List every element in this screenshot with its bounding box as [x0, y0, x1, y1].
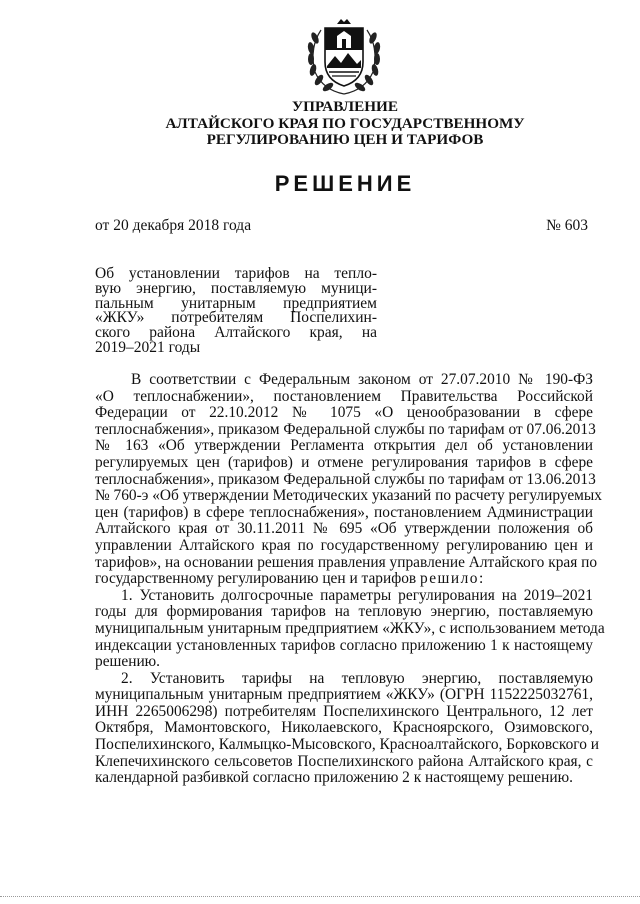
decision-body [95, 371, 605, 787]
subject-line: вую энергию, поставляемую муници- [95, 279, 377, 297]
body-line: 2. Установить тарифы на тепловую энергию, поставляемую [121, 669, 593, 687]
decision-date: от 20 декабря 2018 года [95, 217, 252, 234]
subject-line: «ЖКУ» потребителям Поспелихин- [95, 309, 377, 327]
body-line: управлении Алтайского края по государственному регулированию цен и [95, 536, 593, 554]
body-line: ИНН 2265006298) потребителям Поспелихинского Центрального, 12 лет [95, 702, 593, 720]
body-line: № 163 «Об утверждении Регламента открытия дел об установлении [95, 437, 593, 455]
subject-line: Об установлении тарифов на тепло- [95, 265, 377, 282]
document-title: РЕШЕНИЕ [274, 171, 416, 196]
subject-line: ского района Алтайского края, на [95, 324, 377, 342]
body-line: годы для формирования тарифов на тепловую энергию, поставляемую [95, 603, 593, 621]
body-line: Федерации от 22.10.2012 № 1075 «О ценообразовании в сфере [95, 404, 593, 422]
body-line [95, 571, 593, 588]
resolved-word: решило: [420, 570, 485, 588]
authority-line-3: РЕГУЛИРОВАНИЮ ЦЕН И ТАРИФОВ [206, 131, 484, 148]
body-line: муниципальным унитарным предприятием «ЖКУ» (ОГРН 1152225032761, [95, 686, 593, 704]
body-line: «О теплоснабжении», постановлением Правительства Российской [95, 387, 593, 405]
issuing-authority [100, 99, 590, 149]
body-line: регулируемых цен (тарифов) и отмене регулирования тарифов в сфере [95, 453, 593, 471]
authority-line-1: УПРАВЛЕНИЕ [291, 98, 398, 115]
body-line: теплоснабжения», приказом Федеральной службы по тарифам от 13.06.2013 [95, 470, 596, 488]
coat-of-arms-icon [301, 16, 387, 98]
body-line: цен (тарифов) в сфере теплоснабжения», постановлением Администрации [95, 503, 593, 521]
body-line: календарной разбивкой согласно приложению 2 к настоящему решению. [95, 769, 573, 787]
body-line-text: государственному регулированию цен и тарифов [95, 570, 421, 588]
body-line: Октября, Мамонтовского, Николаевского, Красноярского, Озимовского, [95, 719, 593, 737]
body-line: индексации установленных тарифов согласно приложению 1 к настоящему [95, 636, 593, 654]
subject-line: пальным унитарным предприятием [95, 294, 377, 312]
body-line: Поспелихинского, Калмыцко-Мысовского, Красноалтайского, Борковского и [95, 736, 599, 754]
authority-line-2: АЛТАЙСКОГО КРАЯ ПО ГОСУДАРСТВЕННОМУ [165, 114, 525, 132]
body-line: 1. Установить долгосрочные параметры регулирования на 2019–2021 [121, 586, 593, 604]
body-line: Клепечихинского сельсоветов Поспелихинского района Алтайского края, с [95, 752, 593, 770]
body-line: В соответствии с Федеральным законом от 27.07.2010 № 190-ФЗ [131, 371, 593, 388]
page-bottom-divider [0, 896, 640, 897]
subject-line: 2019–2021 годы [95, 338, 201, 356]
body-line: тарифов», на основании решения правления управление Алтайского края по [95, 553, 598, 571]
body-line: решению. [95, 653, 161, 671]
body-line: № 760-э «Об утверждении Методических указаний по расчету регулируемых [95, 487, 602, 505]
body-line: Алтайского края от 30.11.2011 № 695 «Об утверждении положения об [95, 520, 593, 538]
body-line: теплоснабжения», приказом Федеральной службы по тарифам от 07.06.2013 [95, 420, 596, 438]
decision-subject [95, 267, 377, 356]
body-line: муниципальным унитарным предприятием «ЖКУ», с использованием метода [95, 619, 605, 637]
decision-number: № 603 [546, 217, 588, 234]
